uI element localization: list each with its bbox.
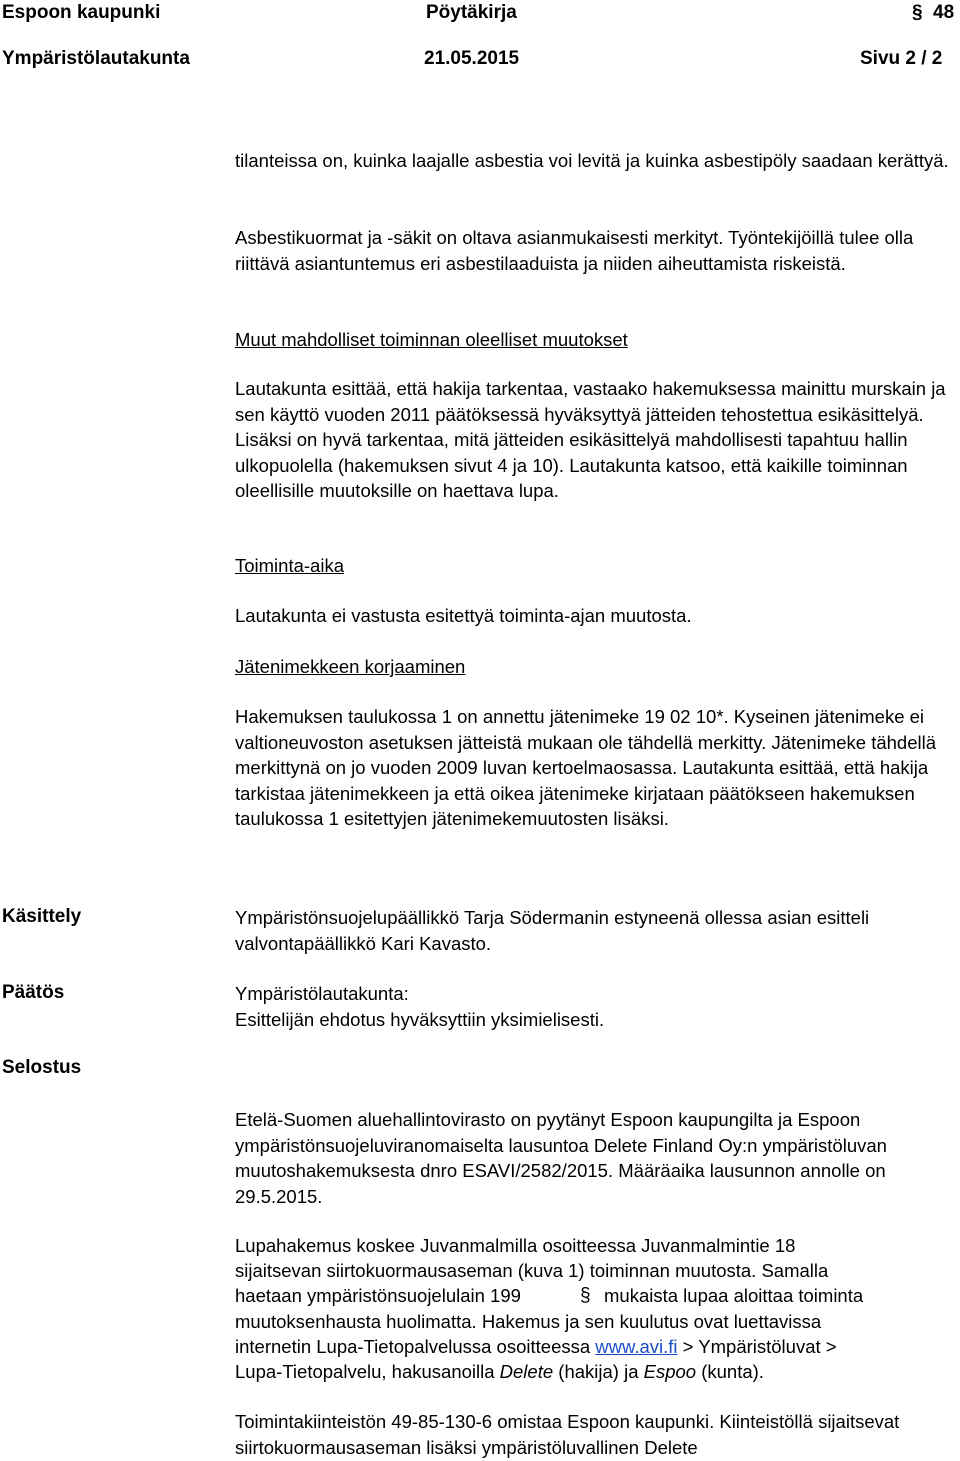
- paragraph-asbestos-spread: tilanteissa on, kuinka laajalle asbestia voi levitä ja kuinka asbestipöly saadaan kerättyä.: [235, 150, 949, 171]
- section-symbol-inline: §: [580, 1285, 591, 1306]
- permit-line-5b: > Ympäristöluvat >: [682, 1336, 837, 1357]
- permit-line-3b: mukaista lupaa aloittaa toiminta: [604, 1285, 864, 1306]
- paragraph-kasittely: Ympäristönsuojelupäällikkö Tarja Södermanin estyneenä ollessa asian esitteli valvontapäällikkö Kari Kavasto.: [235, 907, 870, 954]
- municipality-name: Espoon kaupunki: [2, 2, 161, 23]
- paragraph-paatos-board: Ympäristölautakunta:: [235, 983, 409, 1004]
- paragraph-asbestos-marking: Asbestikuormat ja -säkit on oltava asianmukaisesti merkityt. Työntekijöillä tulee olla riittävä asiantuntemus eri asbestilaaduista ja niiden aiheuttamista riskeistä.: [235, 227, 914, 274]
- label-kasittely: Käsittely: [2, 906, 82, 927]
- permit-line-4: muutoksenhausta huolimatta. Hakemus ja sen kuulutus ovat luettavissa: [235, 1311, 822, 1332]
- search-term-delete: Delete: [499, 1361, 554, 1382]
- search-term-espoo: Espoo: [643, 1361, 697, 1382]
- heading-other-changes: Muut mahdolliset toiminnan oleelliset muutokset: [235, 329, 628, 350]
- permit-line-5: [235, 1334, 960, 1360]
- meeting-date: 21.05.2015: [424, 48, 520, 69]
- page-number: Sivu 2 / 2: [860, 48, 943, 69]
- section-number: 48: [933, 2, 955, 23]
- permit-line-5a: internetin Lupa-Tietopalvelussa osoitteessa: [235, 1336, 591, 1357]
- permit-line-3a: haetaan ympäristönsuojelulain 199: [235, 1285, 521, 1306]
- label-paatos: Päätös: [2, 982, 65, 1003]
- heading-waste-code-correction: Jätenimekkeen korjaaminen: [235, 656, 466, 677]
- permit-line-1: Lupahakemus koskee Juvanmalmilla osoitteessa Juvanmalmintie 18: [235, 1235, 796, 1256]
- paragraph-property-ownership: Toimintakiinteistön 49-85-130-6 omistaa Espoon kaupunki. Kiinteistöllä sijaitsevat siirtokuormausaseman lisäksi ympäristöluvallinen Delete: [235, 1411, 900, 1458]
- label-selostus: Selostus: [2, 1057, 82, 1078]
- heading-operating-hours: Toiminta-aika: [235, 555, 344, 576]
- paragraph-operating-hours: Lautakunta ei vastusta esitettyä toiminta-ajan muutosta.: [235, 605, 692, 626]
- board-name: Ympäristölautakunta: [2, 48, 190, 69]
- permit-line-2: sijaitsevan siirtokuormausaseman (kuva 1) toiminnan muutosta. Samalla: [235, 1260, 829, 1281]
- paragraph-waste-code-correction: Hakemuksen taulukossa 1 on annettu jätenimeke 19 02 10*. Kyseinen jätenimeke ei valtioneuvoston asetuksen jätteistä mukaan ole tähdellä merkitty. Jätenimeke tähdellä merkittynä on jo vuoden 2009 luvan kertoelmaosassa. Lautakunta esittää, että hakija tarkistaa jätenimekkeen ja että oikea jätenimeke kirjataan päätökseen hakemuksen taulukossa 1 esitettyjen jätenimekemuutosten lisäksi.: [235, 706, 937, 829]
- section-symbol: §: [912, 2, 923, 23]
- permit-line-6b: (hakija) ja: [558, 1361, 639, 1382]
- paragraph-paatos-decision: Esittelijän ehdotus hyväksyttiin yksimielisesti.: [235, 1009, 605, 1030]
- avi-website-link[interactable]: www.avi.fi: [595, 1336, 678, 1357]
- permit-line-6c: (kunta).: [701, 1361, 764, 1382]
- paragraph-statement-request: Etelä-Suomen aluehallintovirasto on pyytänyt Espoon kaupungilta ja Espoon ympäristönsuojeluviranomaiselta lausuntoa Delete Finland Oy:n ympäristöluvan muutoshakemuksesta dnro ESAVI/2582/2015. Määräaika lausunnon annolle on 29.5.2015.: [235, 1109, 887, 1207]
- paragraph-other-changes: Lautakunta esittää, että hakija tarkentaa, vastaako hakemuksessa mainittu murskain ja sen käyttö vuoden 2011 päätöksessä hyväksyttyä jätteiden tehostettua esikäsittelyä. Lisäksi on hyvä tarkentaa, mitä jätteiden esikäsittelyä mahdollisesti tapahtuu hallin ulkopuolella (hakemuksen sivut 4 ja 10). Lautakunta katsoo, että kaikille toiminnan oleellisille muutoksille on haettava lupa.: [235, 378, 946, 501]
- document-type: Pöytäkirja: [426, 2, 517, 23]
- permit-line-6a: Lupa-Tietopalvelu, hakusanoilla: [235, 1361, 495, 1382]
- permit-line-6: [235, 1359, 960, 1385]
